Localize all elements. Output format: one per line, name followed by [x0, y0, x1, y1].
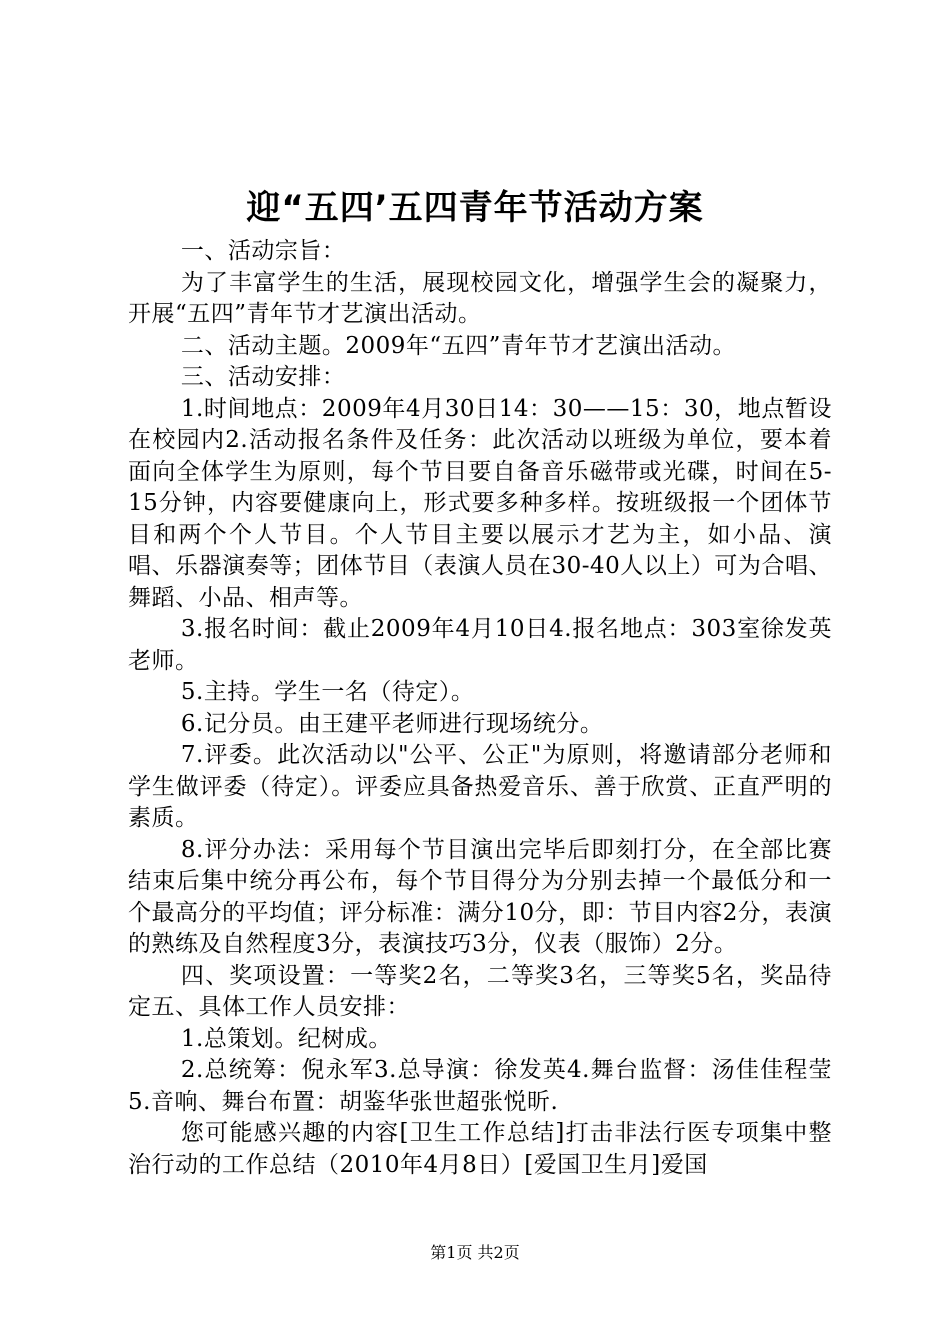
paragraph-judges: 7.评委。此次活动以"公平、公正"为原则，将邀请部分老师和学生做评委（待定）。评委应具备热爱音乐、善于欣赏、正直严明的素质。 — [128, 742, 832, 831]
paragraph-scorekeeper: 6.记分员。由王建平老师进行现场统分。 — [180, 710, 604, 737]
document-body — [128, 236, 832, 1181]
paragraph-registration: 3.报名时间：截止2009年4月10日4.报名地点：303室徐发英老师。 — [128, 616, 832, 674]
paragraph-scoring: 8.评分办法：采用每个节目演出完毕后即刻打分，在全部比赛结束后集中统分再公布，每个节目得分为分别去掉一个最低分和一个最高分的平均值；评分标准：满分10分，即：节目内容2分，表演的熟练及自然程度3分，表演技巧3分，仪表（服饰）2分。 — [128, 836, 832, 957]
page-number-footer: 第1页 共2页 — [430, 1243, 520, 1262]
paragraph-staff: 2.总统筹：倪永军3.总导演：徐发英4.舞台监督：汤佳佳程莹5.音响、舞台布置：胡鉴华张世超张悦昕. — [128, 1057, 832, 1115]
paragraph-awards: 四、奖项设置：一等奖2名，二等奖3名，三等奖5名，奖品待定五、具体工作人员安排： — [128, 962, 832, 1020]
paragraph-time-location: 1.时间地点：2009年4月30日14：30——15：30，地点暂设在校园内2.活动报名条件及任务：此次活动以班级为单位，要本着面向全体学生为原则，每个节目要自备音乐磁带或光碟，时间在5-15分钟，内容要健康向上，形式要多种多样。按班级报一个团体节目和两个个人节目。个人节目主要以展示才艺为主，如小品、演唱、乐器演奏等；团体节目（表演人员在30-40人以上）可为合唱、舞蹈、小品、相声等。 — [128, 395, 832, 611]
paragraph-planner: 1.总策划。纪树成。 — [180, 1025, 392, 1052]
document-title: 迎“五四’五四青年节活动方案 — [246, 188, 704, 228]
paragraph-related: 您可能感兴趣的内容[卫生工作总结]打击非法行医专项集中整治行动的工作总结（2010年4月8日）[爱国卫生月]爱国 — [128, 1120, 832, 1178]
paragraph-theme: 二、活动主题。2009年“五四”青年节才艺演出活动。 — [180, 332, 736, 359]
paragraph-host: 5.主持。学生一名（待定）。 — [180, 679, 475, 705]
paragraph-purpose: 为了丰富学生的生活，展现校园文化，增强学生会的凝聚力，开展“五四”青年节才艺演出活动。 — [128, 269, 832, 327]
paragraph-purpose-heading: 一、活动宗旨： — [180, 238, 346, 264]
paragraph-arrangement-heading: 三、活动安排： — [180, 364, 346, 390]
